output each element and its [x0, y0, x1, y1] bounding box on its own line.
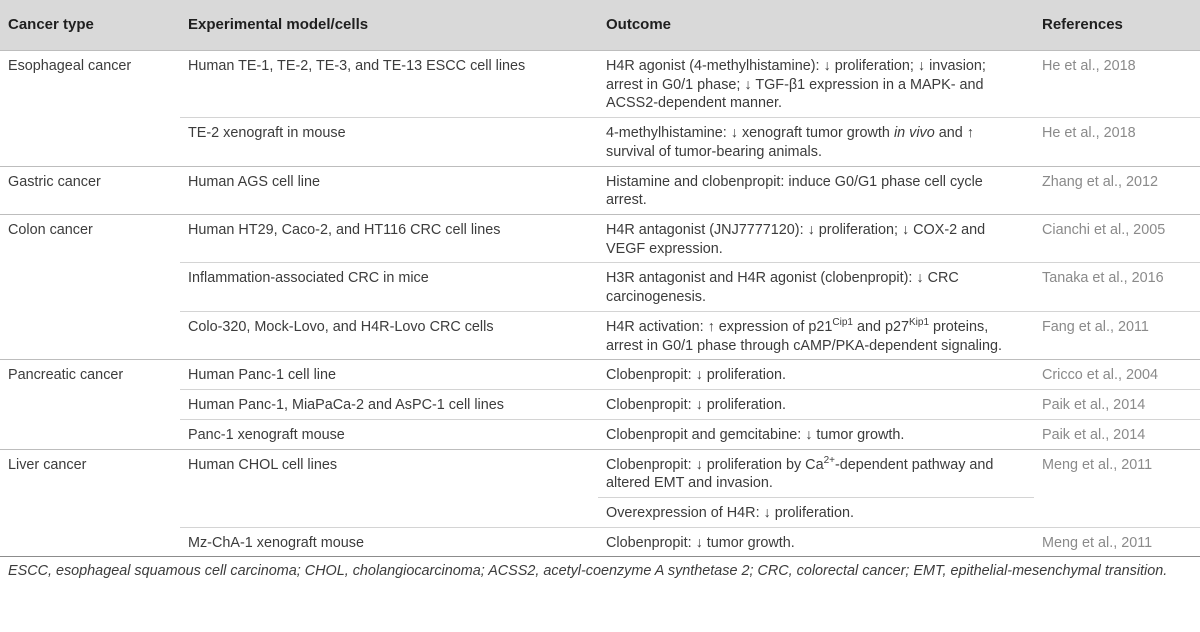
cell-model: Human TE-1, TE-2, TE-3, and TE-13 ESCC cell lines: [180, 51, 598, 118]
cell-model: Human CHOL cell lines: [180, 449, 598, 497]
cell-reference: Cianchi et al., 2005: [1034, 215, 1200, 263]
cell-reference: Fang et al., 2011: [1034, 311, 1200, 359]
cell-reference: Meng et al., 2011: [1034, 527, 1200, 557]
outcome-text: -dependent pathway and altered EMT and invasion.: [606, 456, 994, 492]
cell-outcome: [598, 311, 1034, 359]
cell-model: TE-2 xenograft in mouse: [180, 118, 598, 166]
cell-cancer-type: [0, 263, 180, 311]
cell-cancer-type: Colon cancer: [0, 215, 180, 263]
table-row: [0, 360, 1200, 390]
cell-outcome: Clobenpropit: ↓ proliferation.: [598, 360, 1034, 390]
cell-cancer-type: Liver cancer: [0, 449, 180, 497]
cell-reference: Tanaka et al., 2016: [1034, 263, 1200, 311]
table-row: [0, 166, 1200, 214]
cell-model: Human Panc-1, MiaPaCa-2 and AsPC-1 cell lines: [180, 390, 598, 420]
cell-reference: Paik et al., 2014: [1034, 390, 1200, 420]
table-row: [0, 215, 1200, 263]
table-row: [0, 419, 1200, 449]
cell-cancer-type: Pancreatic cancer: [0, 360, 180, 390]
header-model: Experimental model/cells: [180, 0, 598, 51]
cell-model: Panc-1 xenograft mouse: [180, 419, 598, 449]
cell-model: Inflammation-associated CRC in mice: [180, 263, 598, 311]
cell-model: Mz-ChA-1 xenograft mouse: [180, 527, 598, 557]
cell-cancer-type: [0, 497, 180, 527]
cell-outcome: Clobenpropit: ↓ tumor growth.: [598, 527, 1034, 557]
cell-cancer-type: [0, 390, 180, 420]
cell-outcome: H4R agonist (4-methylhistamine): ↓ proliferation; ↓ invasion; arrest in G0/1 phase; ↓ TGF-β1 expression in a MAPK- and ACSS2-dependent manner.: [598, 51, 1034, 118]
cell-cancer-type: Gastric cancer: [0, 166, 180, 214]
cell-model: [180, 497, 598, 527]
cell-reference: Meng et al., 2011: [1034, 449, 1200, 497]
table-footnote: ESCC, esophageal squamous cell carcinoma; CHOL, cholangiocarcinoma; ACSS2, acetyl-coenzyme A synthetase 2; CRC, colorectal cancer; EMT, epithelial-mesenchymal transition.: [8, 563, 1168, 580]
cell-outcome: Clobenpropit: ↓ proliferation.: [598, 390, 1034, 420]
cell-reference: Paik et al., 2014: [1034, 419, 1200, 449]
outcome-text: proteins, arrest in G0/1 phase through cAMP/PKA-dependent signaling.: [606, 318, 1002, 354]
table-header: [0, 0, 1200, 51]
cell-reference: Zhang et al., 2012: [1034, 166, 1200, 214]
superscript: 2+: [823, 454, 835, 466]
cell-outcome: H4R antagonist (JNJ7777120): ↓ proliferation; ↓ COX-2 and VEGF expression.: [598, 215, 1034, 263]
outcome-text: and ↑ survival of tumor-bearing animals.: [606, 125, 974, 160]
table-row: [0, 390, 1200, 420]
table-row: [0, 449, 1200, 497]
superscript: Kip1: [908, 317, 929, 329]
cell-model: Human HT29, Caco-2, and HT116 CRC cell lines: [180, 215, 598, 263]
header-cancer-type: Cancer type: [0, 0, 180, 51]
cell-reference: [1034, 497, 1200, 527]
table-row: [0, 527, 1200, 557]
cell-cancer-type: [0, 311, 180, 359]
table-row: [0, 51, 1200, 118]
cell-reference: He et al., 2018: [1034, 118, 1200, 166]
cell-outcome: [598, 118, 1034, 166]
table-row: [0, 263, 1200, 311]
outcome-text: H4R activation: ↑ expression of p21: [606, 318, 833, 335]
outcome-text: 4-methylhistamine: ↓ xenograft tumor growth: [606, 125, 894, 142]
cell-outcome: [598, 449, 1034, 497]
cell-cancer-type: [0, 419, 180, 449]
cell-outcome: H3R antagonist and H4R agonist (clobenpropit): ↓ CRC carcinogenesis.: [598, 263, 1034, 311]
cell-reference: He et al., 2018: [1034, 51, 1200, 118]
cell-cancer-type: [0, 118, 180, 166]
cell-outcome: Histamine and clobenpropit: induce G0/G1 phase cell cycle arrest.: [598, 166, 1034, 214]
cell-reference: Cricco et al., 2004: [1034, 360, 1200, 390]
outcome-italic: in vivo: [893, 125, 935, 142]
cell-model: Human AGS cell line: [180, 166, 598, 214]
superscript: Cip1: [832, 317, 853, 329]
table-row: [0, 118, 1200, 166]
outcome-text: Clobenpropit: ↓ proliferation by Ca: [606, 456, 824, 473]
table-row: [0, 497, 1200, 527]
outcome-text: and p27: [852, 318, 909, 335]
cell-model: Human Panc-1 cell line: [180, 360, 598, 390]
cell-model: Colo-320, Mock-Lovo, and H4R-Lovo CRC cells: [180, 311, 598, 359]
cell-cancer-type: Esophageal cancer: [0, 51, 180, 118]
header-outcome: Outcome: [598, 0, 1034, 51]
header-references: References: [1034, 0, 1200, 51]
table-row: [0, 311, 1200, 359]
cell-cancer-type: [0, 527, 180, 557]
cell-outcome: Overexpression of H4R: ↓ proliferation.: [598, 497, 1034, 527]
cell-outcome: Clobenpropit and gemcitabine: ↓ tumor growth.: [598, 419, 1034, 449]
